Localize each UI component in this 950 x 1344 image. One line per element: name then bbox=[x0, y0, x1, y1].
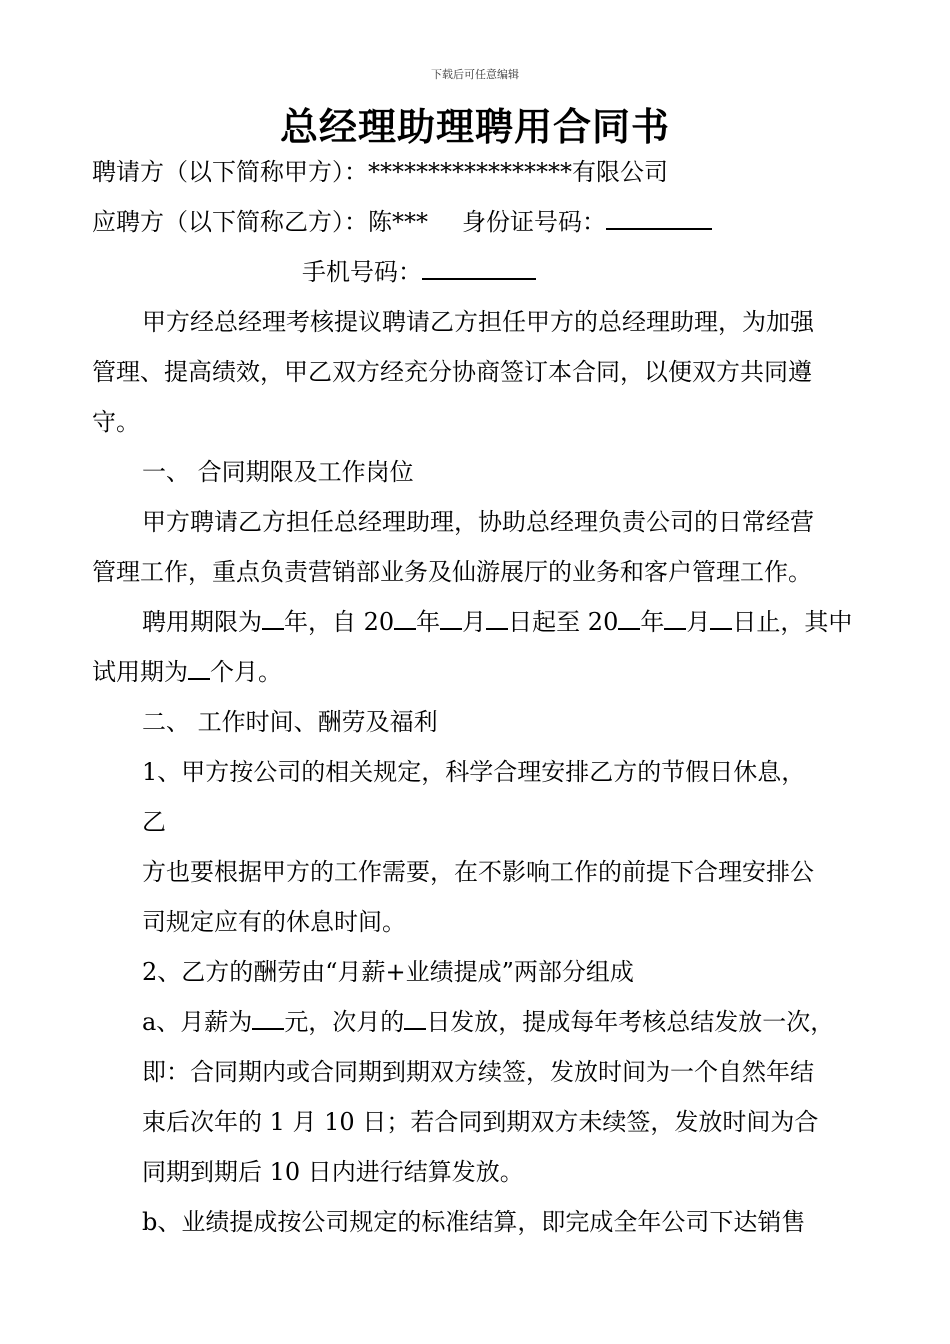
item-1-line-4: 司规定应有的休息时间。 bbox=[142, 908, 406, 936]
blank-end-day bbox=[710, 608, 732, 630]
item-2-line: 2、乙方的酬劳由“月薪+业绩提成”两部分组成 bbox=[142, 958, 634, 986]
blank-pay-day bbox=[404, 1008, 426, 1030]
section-2-title: 二、 工作时间、酬劳及福利 bbox=[142, 708, 438, 736]
section-1-para-line-2: 管理工作，重点负责营销部业务及仙游展厅的业务和客户管理工作。 bbox=[92, 558, 812, 586]
term-text-c: 年 bbox=[416, 608, 441, 636]
term-text-d: 月 bbox=[462, 608, 487, 636]
item-1-line-3: 方也要根据甲方的工作需要，在不影响工作的前提下合理安排公 bbox=[142, 858, 814, 886]
salary-text-c: 日发放，提成每年考核总结发放一次， bbox=[426, 1008, 835, 1036]
blank-end-month bbox=[664, 608, 686, 630]
section-1-title: 一、 合同期限及工作岗位 bbox=[142, 458, 414, 486]
term-text-e: 日起至 20 bbox=[508, 608, 619, 636]
employee-name: 应聘方（以下简称乙方）：陈*** bbox=[92, 208, 428, 236]
blank-trial-months bbox=[188, 658, 210, 680]
term-text-f: 年 bbox=[640, 608, 665, 636]
term-line bbox=[142, 606, 852, 638]
employer-line: 聘请方（以下简称甲方）：*****************有限公司 bbox=[92, 158, 668, 186]
page-title: 总经理助理聘用合同书 bbox=[279, 104, 670, 149]
section-1-para-line-1: 甲方聘请乙方担任总经理助理，协助总经理负责公司的日常经营 bbox=[142, 508, 814, 536]
header-note: 下载后可任意编辑 bbox=[431, 68, 519, 81]
blank-end-year bbox=[618, 608, 640, 630]
blank-years bbox=[262, 608, 284, 630]
term-text-h: 日止，其中 bbox=[732, 608, 853, 636]
blank-salary bbox=[252, 1008, 284, 1030]
trial-text-b: 个月。 bbox=[210, 658, 282, 686]
phone-blank bbox=[422, 256, 536, 280]
intro-line-2: 管理、提高绩效，甲乙双方经充分协商签订本合同，以便双方共同遵 bbox=[92, 358, 812, 386]
blank-start-day bbox=[486, 608, 508, 630]
item-1-line-2: 乙 bbox=[142, 808, 166, 836]
term-text-b: 年，自 20 bbox=[284, 608, 395, 636]
term-text-a: 聘用期限为 bbox=[142, 608, 262, 636]
trial-line bbox=[92, 656, 282, 688]
item-1-line-1: 1、甲方按公司的相关规定，科学合理安排乙方的节假日休息， bbox=[142, 758, 806, 786]
term-text-g: 月 bbox=[686, 608, 711, 636]
item-a-line-1 bbox=[142, 1006, 834, 1038]
blank-start-month bbox=[440, 608, 462, 630]
phone-label: 手机号码： bbox=[302, 258, 422, 286]
intro-line-1: 甲方经总经理考核提议聘请乙方担任甲方的总经理助理，为加强 bbox=[142, 308, 814, 336]
intro-line-3: 守。 bbox=[92, 408, 140, 436]
trial-text-a: 试用期为 bbox=[92, 658, 188, 686]
blank-start-year bbox=[394, 608, 416, 630]
salary-text-a: a、月薪为 bbox=[142, 1008, 253, 1036]
item-a-line-3: 束后次年的 1 月 10 日；若合同到期双方未续签，发放时间为合 bbox=[142, 1108, 819, 1136]
item-a-line-2: 即：合同期内或合同期到期双方续签，发放时间为一个自然年结 bbox=[142, 1058, 814, 1086]
item-b-line-1: b、业绩提成按公司规定的标准结算，即完成全年公司下达销售 bbox=[142, 1208, 806, 1236]
id-label: 身份证号码： bbox=[462, 208, 606, 236]
employee-line bbox=[92, 206, 712, 238]
salary-text-b: 元，次月的 bbox=[284, 1008, 405, 1036]
item-a-line-4: 同期到期后 10 日内进行结算发放。 bbox=[142, 1158, 524, 1186]
id-blank bbox=[606, 206, 712, 230]
phone-line bbox=[302, 256, 536, 288]
